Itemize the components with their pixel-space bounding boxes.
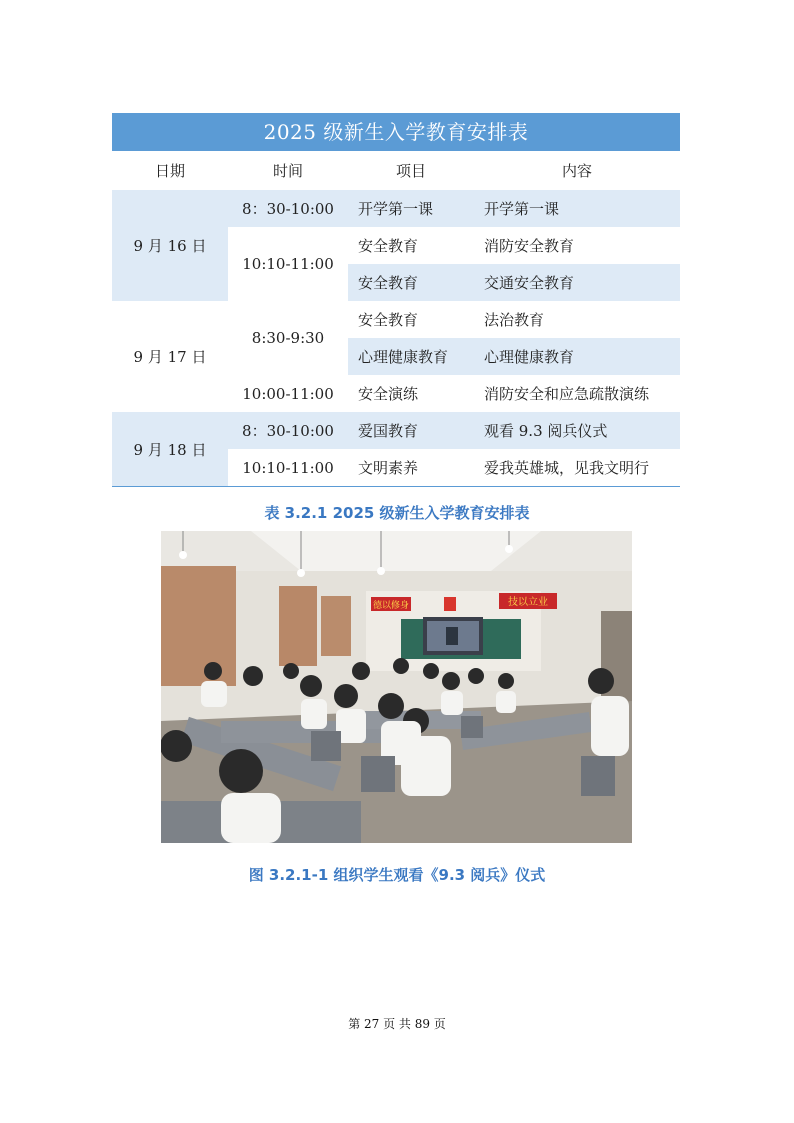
content-cell: 观看 9.3 阅兵仪式 (474, 412, 680, 449)
content-cell: 法治教育 (474, 301, 680, 338)
banner-left-text: 德以修身 (372, 601, 410, 611)
item-cell: 开学第一课 (348, 190, 474, 227)
item-cell: 安全演练 (348, 375, 474, 412)
classroom-illustration (161, 531, 632, 843)
date-cell: 9 月 17 日 (112, 301, 228, 412)
content-cell: 开学第一课 (474, 190, 680, 227)
time-cell: 8：30-10:00 (228, 190, 348, 227)
time-cell: 8:30-9:30 (228, 301, 348, 375)
header-content: 内容 (474, 151, 680, 190)
item-cell: 安全教育 (348, 264, 474, 301)
table-row (112, 412, 680, 449)
table-title: 2025 级新生入学教育安排表 (112, 113, 680, 151)
schedule-table-container (112, 113, 680, 487)
figure-caption: 图 3.2.1-1 组织学生观看《9.3 阅兵》仪式 (248, 866, 546, 884)
banner-right-text: 技以立业 (508, 597, 548, 608)
date-cell: 9 月 18 日 (112, 412, 228, 486)
classroom-photo (161, 531, 632, 843)
table-caption: 表 3.2.1 2025 级新生入学教育安排表 (264, 504, 530, 522)
content-cell: 消防安全教育 (474, 227, 680, 264)
content-cell: 心理健康教育 (474, 338, 680, 375)
content-cell: 交通安全教育 (474, 264, 680, 301)
item-cell: 心理健康教育 (348, 338, 474, 375)
header-date: 日期 (112, 151, 228, 190)
date-cell: 9 月 16 日 (112, 190, 228, 301)
time-cell: 8：30-10:00 (228, 412, 348, 449)
item-cell: 安全教育 (348, 227, 474, 264)
item-cell: 安全教育 (348, 301, 474, 338)
time-cell: 10:10-11:00 (228, 449, 348, 486)
item-cell: 爱国教育 (348, 412, 474, 449)
time-cell: 10:10-11:00 (228, 227, 348, 301)
content-cell: 爱我英雄城，见我文明行 (474, 449, 680, 486)
header-item: 项目 (348, 151, 474, 190)
time-cell: 10:00-11:00 (228, 375, 348, 412)
schedule-table (112, 151, 680, 486)
item-cell: 文明素养 (348, 449, 474, 486)
table-row (112, 190, 680, 227)
content-cell: 消防安全和应急疏散演练 (474, 375, 680, 412)
table-row (112, 301, 680, 338)
header-time: 时间 (228, 151, 348, 190)
table-bottom-rule (112, 486, 680, 487)
page-footer: 第 27 页 共 89 页 (348, 1017, 446, 1031)
table-header-row (112, 151, 680, 190)
